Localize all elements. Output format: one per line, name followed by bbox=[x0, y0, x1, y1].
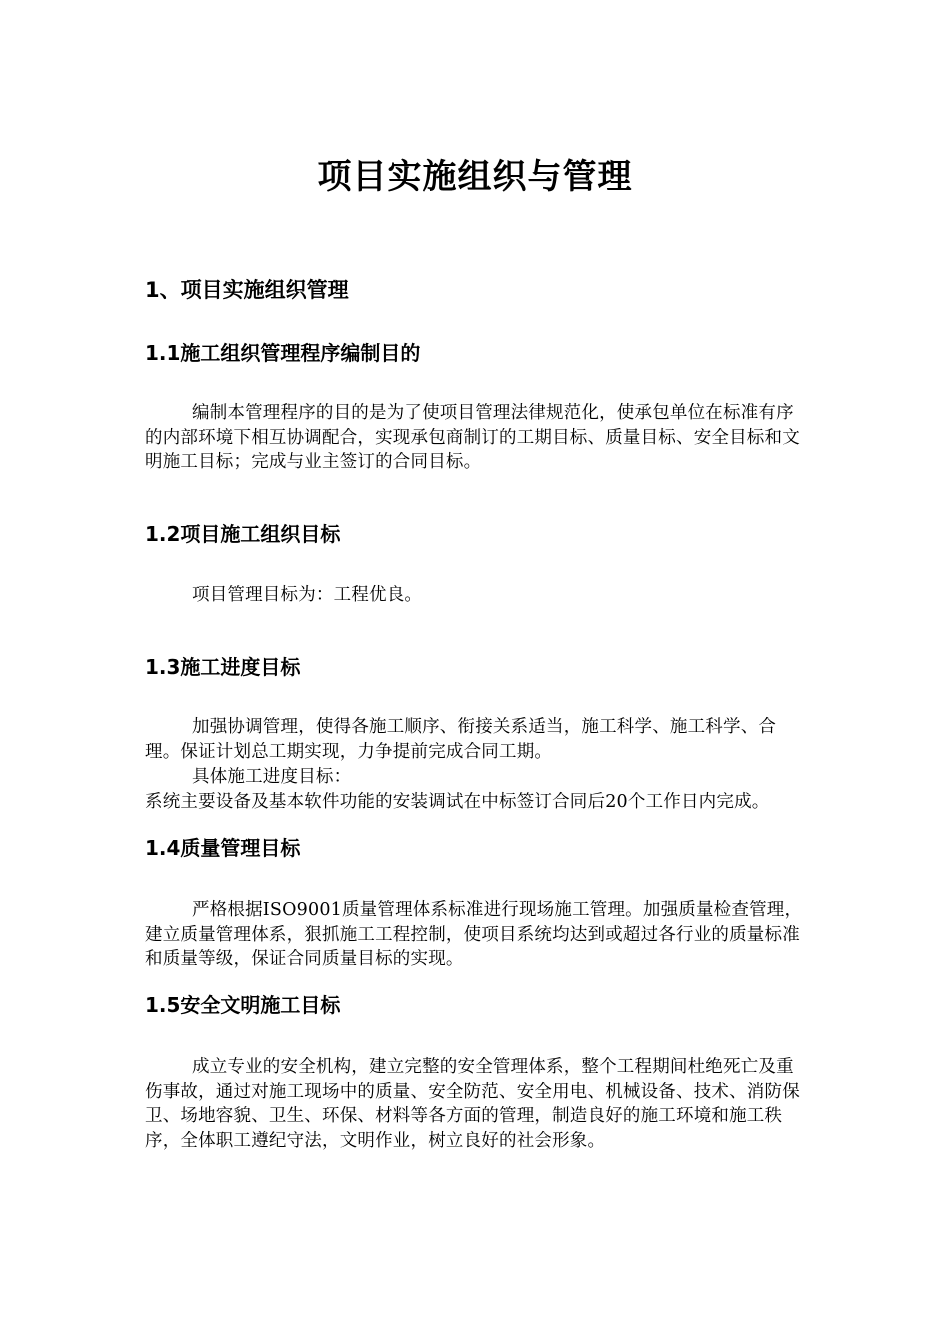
section-1-3-paragraph-2: 具体施工进度目标： bbox=[192, 767, 352, 787]
section-1-heading: 1、项目实施组织管理 bbox=[145, 278, 349, 302]
section-1-5-heading: 1.5安全文明施工目标 bbox=[145, 993, 341, 1017]
section-1-3-paragraph-3: 系统主要设备及基本软件功能的安装调试在中标签订合同后20个工作日内完成。 bbox=[145, 792, 770, 812]
section-1-4-heading: 1.4质量管理目标 bbox=[145, 836, 301, 860]
section-1-3-heading: 1.3施工进度目标 bbox=[145, 655, 301, 679]
section-1-5-paragraph: 成立专业的安全机构，建立完整的安全管理体系，整个工程期间杜绝死亡及重伤事故，通过对施工现场中的质量、安全防范、安全用电、机械设备、技术、消防保卫、场地容貌、卫生、环保、材料等各方面的管理，制造良好的施工环境和施工秩序，全体职工遵纪守法，文明作业，树立良好的社会形象。 bbox=[145, 1057, 800, 1151]
section-1-1-heading: 1.1施工组织管理程序编制目的 bbox=[145, 341, 421, 365]
section-1-3-paragraph-1: 加强协调管理，使得各施工顺序、衔接关系适当，施工科学、施工科学、合理。保证计划总工期实现，力争提前完成合同工期。 bbox=[145, 717, 777, 762]
section-1-1-paragraph: 编制本管理程序的目的是为了使项目管理法律规范化，使承包单位在标准有序的内部环境下相互协调配合，实现承包商制订的工期目标、质量目标、安全目标和文明施工目标；完成与业主签订的合同目标。 bbox=[145, 403, 800, 472]
document-title: 项目实施组织与管理 bbox=[317, 157, 633, 197]
section-1-2-heading: 1.2项目施工组织目标 bbox=[145, 522, 341, 546]
section-1-2-paragraph: 项目管理目标为：工程优良。 bbox=[192, 585, 423, 605]
section-1-4-paragraph: 严格根据ISO9001质量管理体系标准进行现场施工管理。加强质量检查管理，建立质量管理体系，狠抓施工工程控制，使项目系统均达到或超过各行业的质量标准和质量等级，保证合同质量目标的实现。 bbox=[145, 900, 803, 969]
